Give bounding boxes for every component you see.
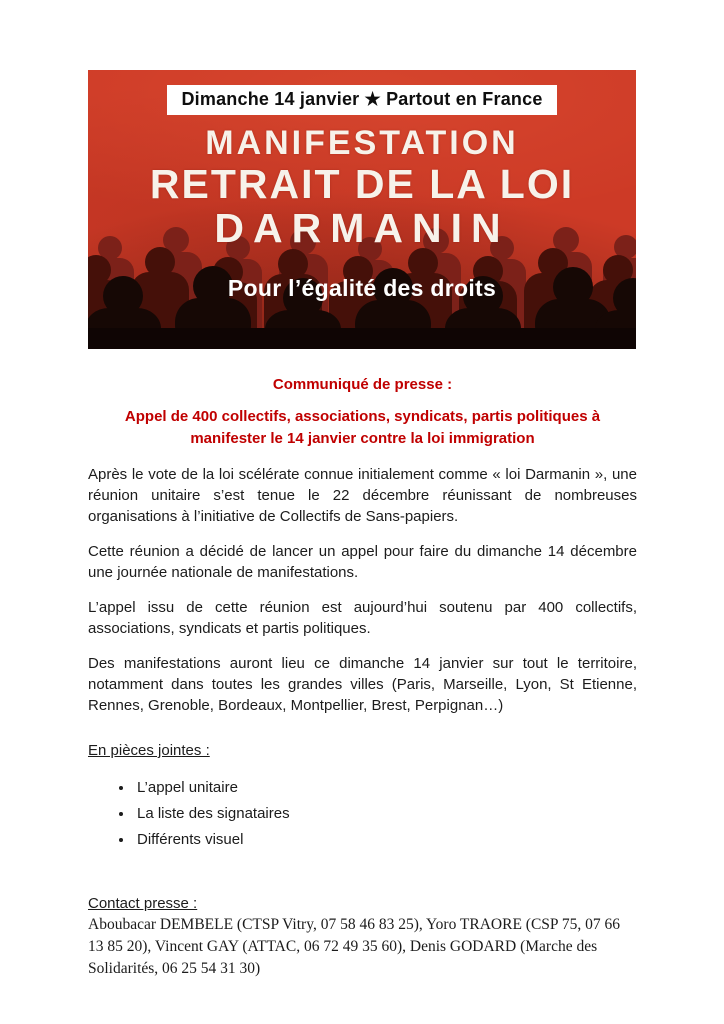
attachments-heading: En pièces jointes : [88, 742, 210, 759]
paragraph-support: L’appel issu de cette réunion est aujourd’hui soutenu par 400 collectifs, associations, syndicats et partis politiques. [88, 599, 637, 637]
contact-details: Aboubacar DEMBELE (CTSP Vitry, 07 58 46 83 25), Yoro TRAORE (CSP 75, 07 66 13 85 20), Vincent GAY (ATTAC, 06 72 49 35 60), Denis GODARD (Marche des Solidarités, 06 25 54 31 30) [88, 916, 620, 977]
paragraph-decision: Cette réunion a décidé de lancer un appel pour faire du dimanche 14 décembre une journée nationale de manifestations. [88, 543, 637, 581]
paragraph-intro: Après le vote de la loi scélérate connue initialement comme « loi Darmanin », une réunion unitaire s’est tenue le 22 décembre réunissant de nombreuses organisations à l’initiative de Collectifs de Sans-papiers. [88, 466, 637, 525]
banner-title-darmanin: DARMANIN [214, 205, 510, 251]
banner-date-bar [167, 85, 556, 115]
banner-title-retrait-loi: RETRAIT DE LA LOI [149, 161, 575, 207]
protest-poster-banner [88, 70, 636, 349]
paragraph-cities: Des manifestations auront lieu ce dimanche 14 janvier sur tout le territoire, notamment dans toutes les grandes villes (Paris, Marseille, Lyon, St Etienne, Rennes, Grenoble, Bordeaux, Montpellier, Brest, Perpignan…) [88, 655, 637, 714]
attachment-item-signataires: • La liste des signataires [134, 801, 637, 827]
banner-date-text: Dimanche 14 janvier ★ Partout en France [181, 89, 543, 109]
press-release-headline: Appel de 400 collectifs, associations, syndicats, partis politiques à manifester le 14 janvier contre la loi immigration [124, 408, 601, 447]
attachment-item-visuel: • Différents visuel [134, 827, 637, 853]
attachment-item-appel: • L’appel unitaire [134, 775, 637, 801]
banner-title-manifestation: MANIFESTATION [205, 124, 519, 162]
press-release-body [88, 349, 637, 980]
contact-heading: Contact presse : [88, 895, 198, 912]
banner-subtitle: Pour l’égalité des droits [227, 275, 497, 301]
press-release-label: Communiqué de presse : [272, 376, 453, 393]
attachments-list [88, 775, 637, 853]
banner-content [88, 70, 636, 302]
